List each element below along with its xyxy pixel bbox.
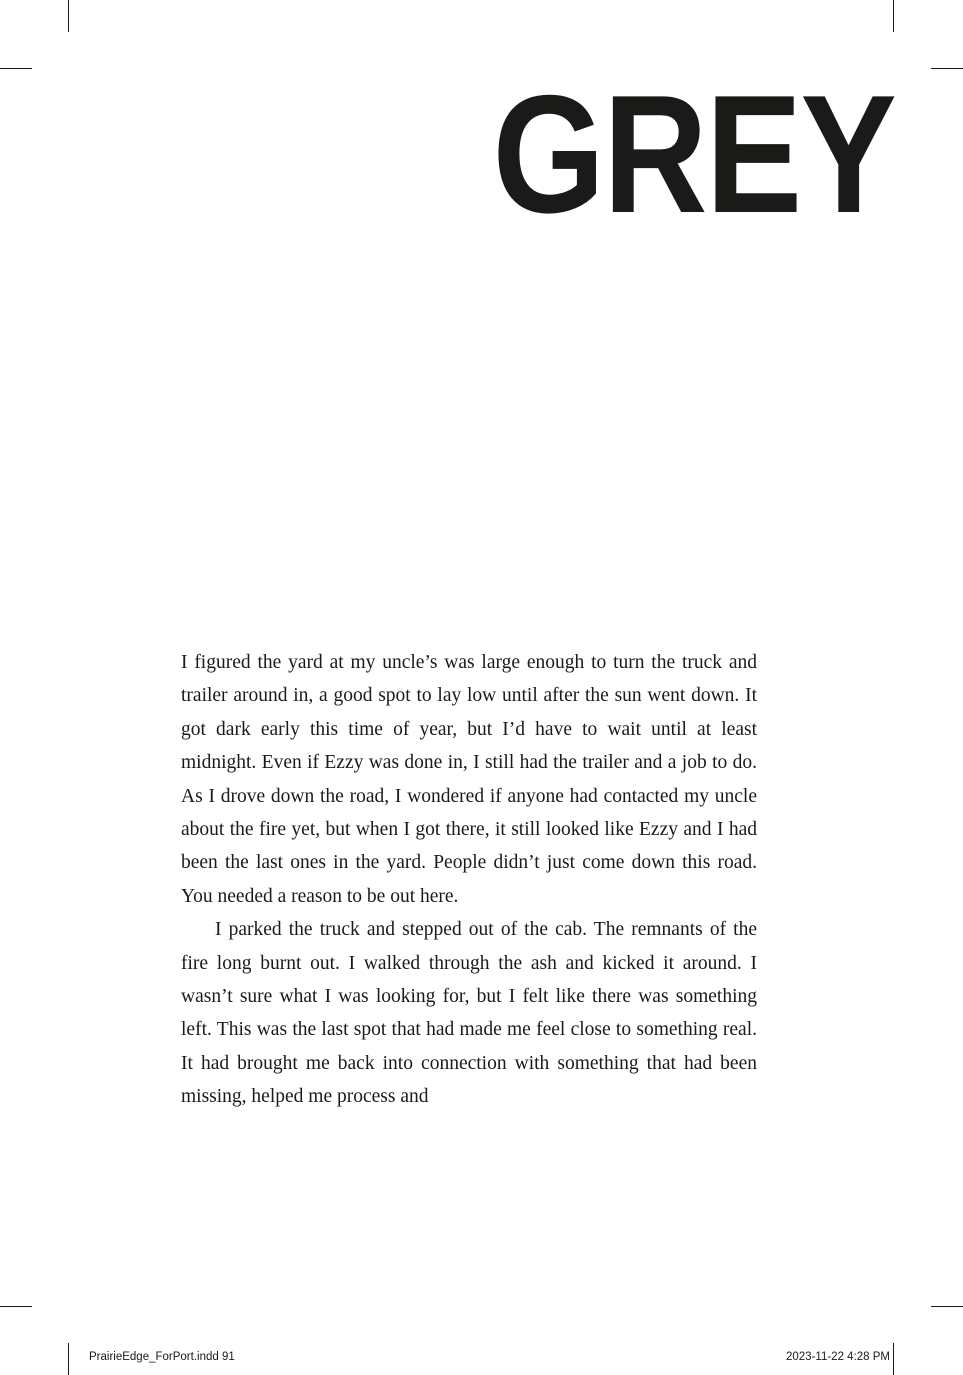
crop-mark-bottom-right <box>893 1343 894 1375</box>
crop-mark-bottom-left <box>68 1343 69 1375</box>
slug-timestamp: 2023-11-22 4:28 PM <box>786 1351 890 1363</box>
crop-mark-right-bottom <box>931 1306 963 1307</box>
body-text <box>181 646 757 1114</box>
paragraph-1: I figured the yard at my uncle’s was large enough to turn the truck and trailer around in, a good spot to lay low until after the sun went down. It got dark early this time of year, but I’d have to wait until at least midnight. Even if Ezzy was done in, I still had the trailer and a job to do. As I drove down the road, I wondered if anyone had contacted my uncle about the fire yet, but when I got there, it still looked like Ezzy and I had been the last ones in the yard. People didn’t just come down this road. You needed a reason to be out here. <box>181 652 757 907</box>
slug-file-info: PrairieEdge_ForPort.indd 91 <box>89 1351 235 1363</box>
crop-mark-right-top <box>931 68 963 69</box>
crop-mark-top-left <box>68 0 69 32</box>
paragraph-2: I parked the truck and stepped out of the cab. The remnants of the fire long burnt out. I walked through the ash and kicked it around. I wasn’t sure what I was looking for, but I felt like there was something left. This was the last spot that had made me feel close to something real. It had brought me back into connection with something that had been missing, helped me process and <box>181 919 757 1108</box>
crop-mark-left-bottom <box>0 1306 32 1307</box>
chapter-title: GREY <box>492 60 895 248</box>
crop-mark-left-top <box>0 68 32 69</box>
crop-mark-top-right <box>893 0 894 32</box>
